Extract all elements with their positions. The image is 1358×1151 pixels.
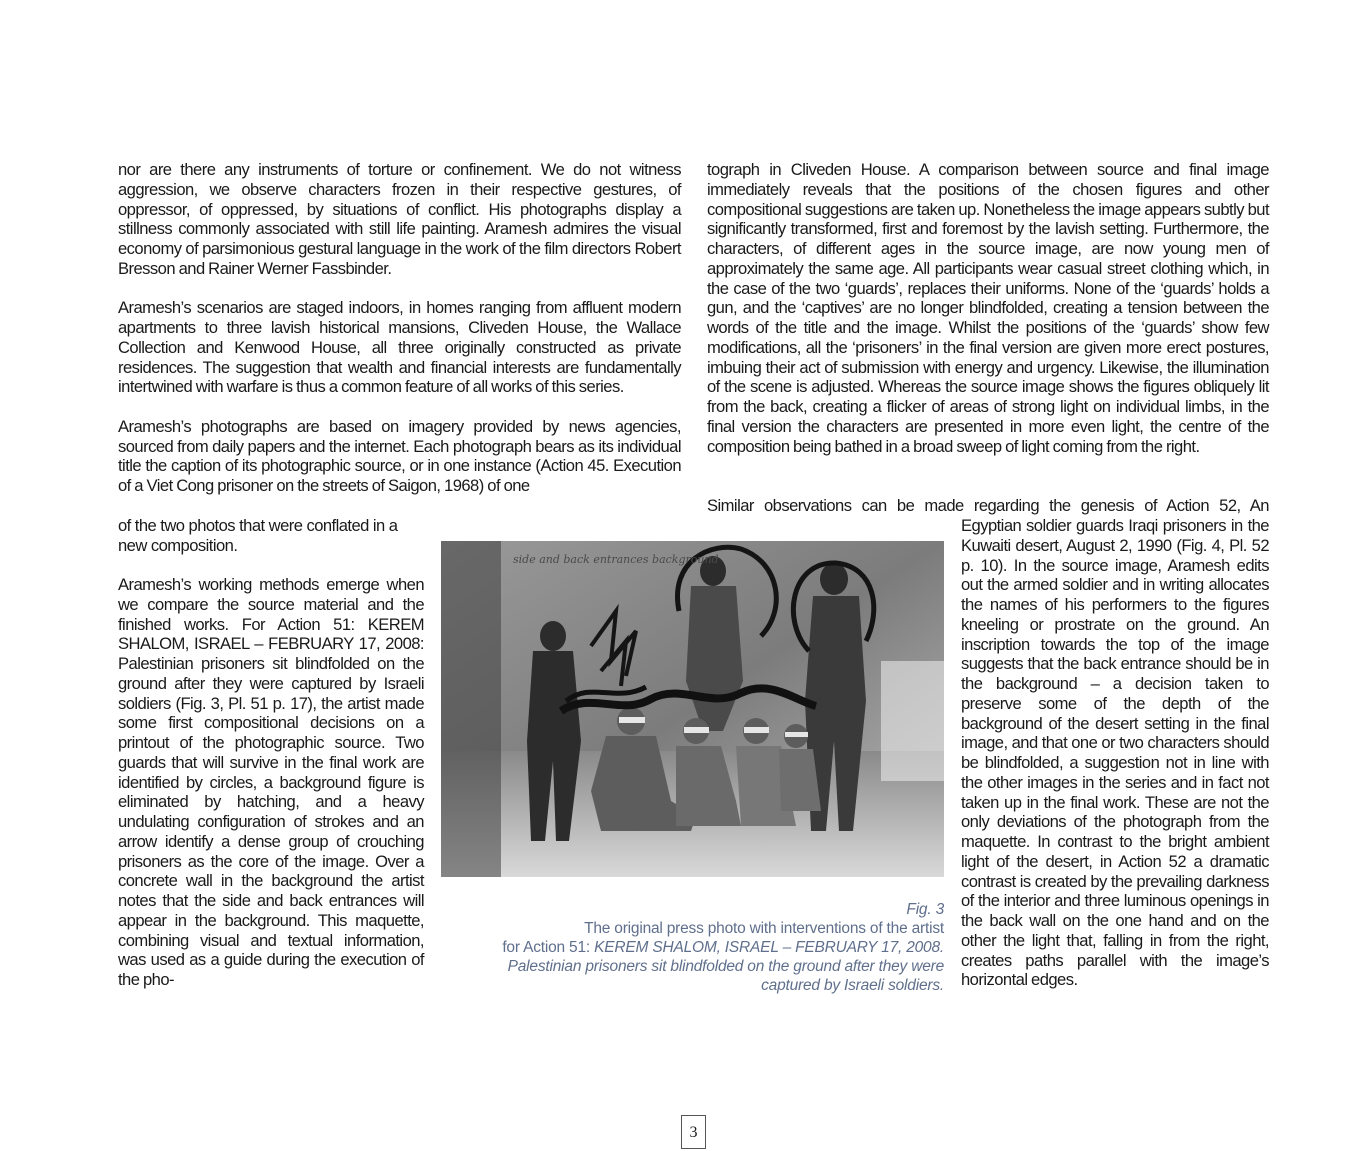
press-photo [441,541,944,877]
left-narrow-column [118,575,424,990]
figure-caption [441,900,944,995]
caption-title: KEREM SHALOM, ISRAEL – FEBRUARY 17, 2008. [594,939,944,956]
caption-prefix: for Action 51: [502,939,595,956]
figure-label: Fig. 3 [906,901,944,918]
paragraph: Aramesh’s photographs are based on imagery provided by news agencies, sourced from daily papers and the internet. Each photograph bears as its individual title the caption of its photographic source, or in one instance (Action 45. Execution of a Viet Cong prisoner on the streets of Saigon, 1968) of one [118,416,681,495]
left-column [118,160,681,496]
right-column [707,160,1269,456]
caption-line: Palestinian prisoners sit blindfolded on the ground after they were [507,958,944,975]
right-narrow-column [961,516,1269,990]
text-line: Similar observations can be made regarding the genesis of Action 52, An [707,496,1269,515]
caption-line: The original press photo with interventions of the artist [584,920,944,937]
text-line: new composition. [118,535,238,555]
paragraph: nor are there any instruments of torture or confinement. We do not witness aggression, we observe characters frozen in their respective gestures, of oppressor, of oppressed, by situations of conflict. His photographs display a stillness commonly associated with still life painting. Aramesh admires the visual economy of parsimonious gestural language in the work of the film directors Robert Bresson and Rainer Werner Fassbinder. [118,160,681,278]
text-line: of the two photos that were conflated in a [118,516,398,535]
paragraph: tograph in Cliveden House. A comparison between source and final image immediately reveals that the positions of the chosen figures and other compositional suggestions are taken up. Nonetheless the image appears subtly but significantly transformed, first and foremost by the lavish setting. Furthermore, the characters, of different ages in the source image, are now young men of approximately the same age. All participants wear casual street clothing which, in the case of the two ‘guards’, replaces their uniforms. None of the ‘guards’ holds a gun, and the ‘captives’ are no longer blindfolded, creating a tension between the words of the title and the image. Whilst the positions of the ‘guards’ show few modifications, all the ‘prisoners’ in the final version are given more erect postures, imbuing their act of submission with energy and urgency. Likewise, the illumination of the scene is adjusted. Whereas the source image shows the figures obliquely lit from the back, creating a flicker of areas of strong light on individual limbs, in the final version the characters are presented in more even light, the centre of the composition being bathed in a broad sweep of light coming from the right. [707,160,1269,456]
caption-line [441,938,944,957]
page-number: 3 [681,1115,706,1149]
paragraph: Aramesh’s scenarios are staged indoors, in homes ranging from affluent modern apartments to three lavish historical mansions, Cliveden House, the Wallace Collection and Kenwood House, all three originally constructed as private residences. The suggestion that wealth and financial interests are fundamentally intertwined with warfare is thus a common feature of all works of this series. [118,298,681,397]
paragraph: Aramesh’s working methods emerge when we compare the source material and the finished works. For Action 51: KEREM SHALOM, ISRAEL – FEBRUARY 17, 2008: Palestinian prisoners sit blindfolded on the ground after they were captured by Israeli soldiers (Fig. 3, Pl. 51 p. 17), the artist made some first compositional decisions on a printout of the photographic source. Two guards that will survive in the final work are identified by circles, a background figure is eliminated by hatching, and a heavy undulating configuration of strokes and an arrow identify a dense group of crouching prisoners as the core of the image. Over a concrete wall in the background the artist notes that the side and back entrances will appear in the background. This maquette, combining visual and textual information, was used as a guide during the execution of the pho- [118,575,424,989]
caption-line: captured by Israeli soldiers. [761,977,944,994]
press-photo-illustration [441,541,944,877]
handwritten-note: side and back entrances background [513,553,719,566]
wrapped-lines-left [118,516,428,556]
paragraph: Egyptian soldier guards Iraqi prisoners in the Kuwaiti desert, August 2, 1990 (Fig. 4, Pl. 52 p. 10). In the source image, Aramesh edits out the armed soldier and in writing allocates the names of his performers to the figures kneeling or prostrate on the ground. An inscription towards the top of the image suggests that the back entrance should be in the background – a decision taken to preserve some of the depth of the background of the desert setting in the final image, and that one or two characters should be blindfolded, a suggestion not in line with the other images in the series and in fact not taken up in the final work. These are not the only deviations of the photograph from the maquette. In contrast to the bright ambient light of the desert, in Action 52 a dramatic contrast is created by the prevailing darkness of the interior and three luminous openings in the back wall on the one hand and on the other the light that, falling in from the right, creates paths parallel with the image’s horizontal edges. [961,516,1269,990]
